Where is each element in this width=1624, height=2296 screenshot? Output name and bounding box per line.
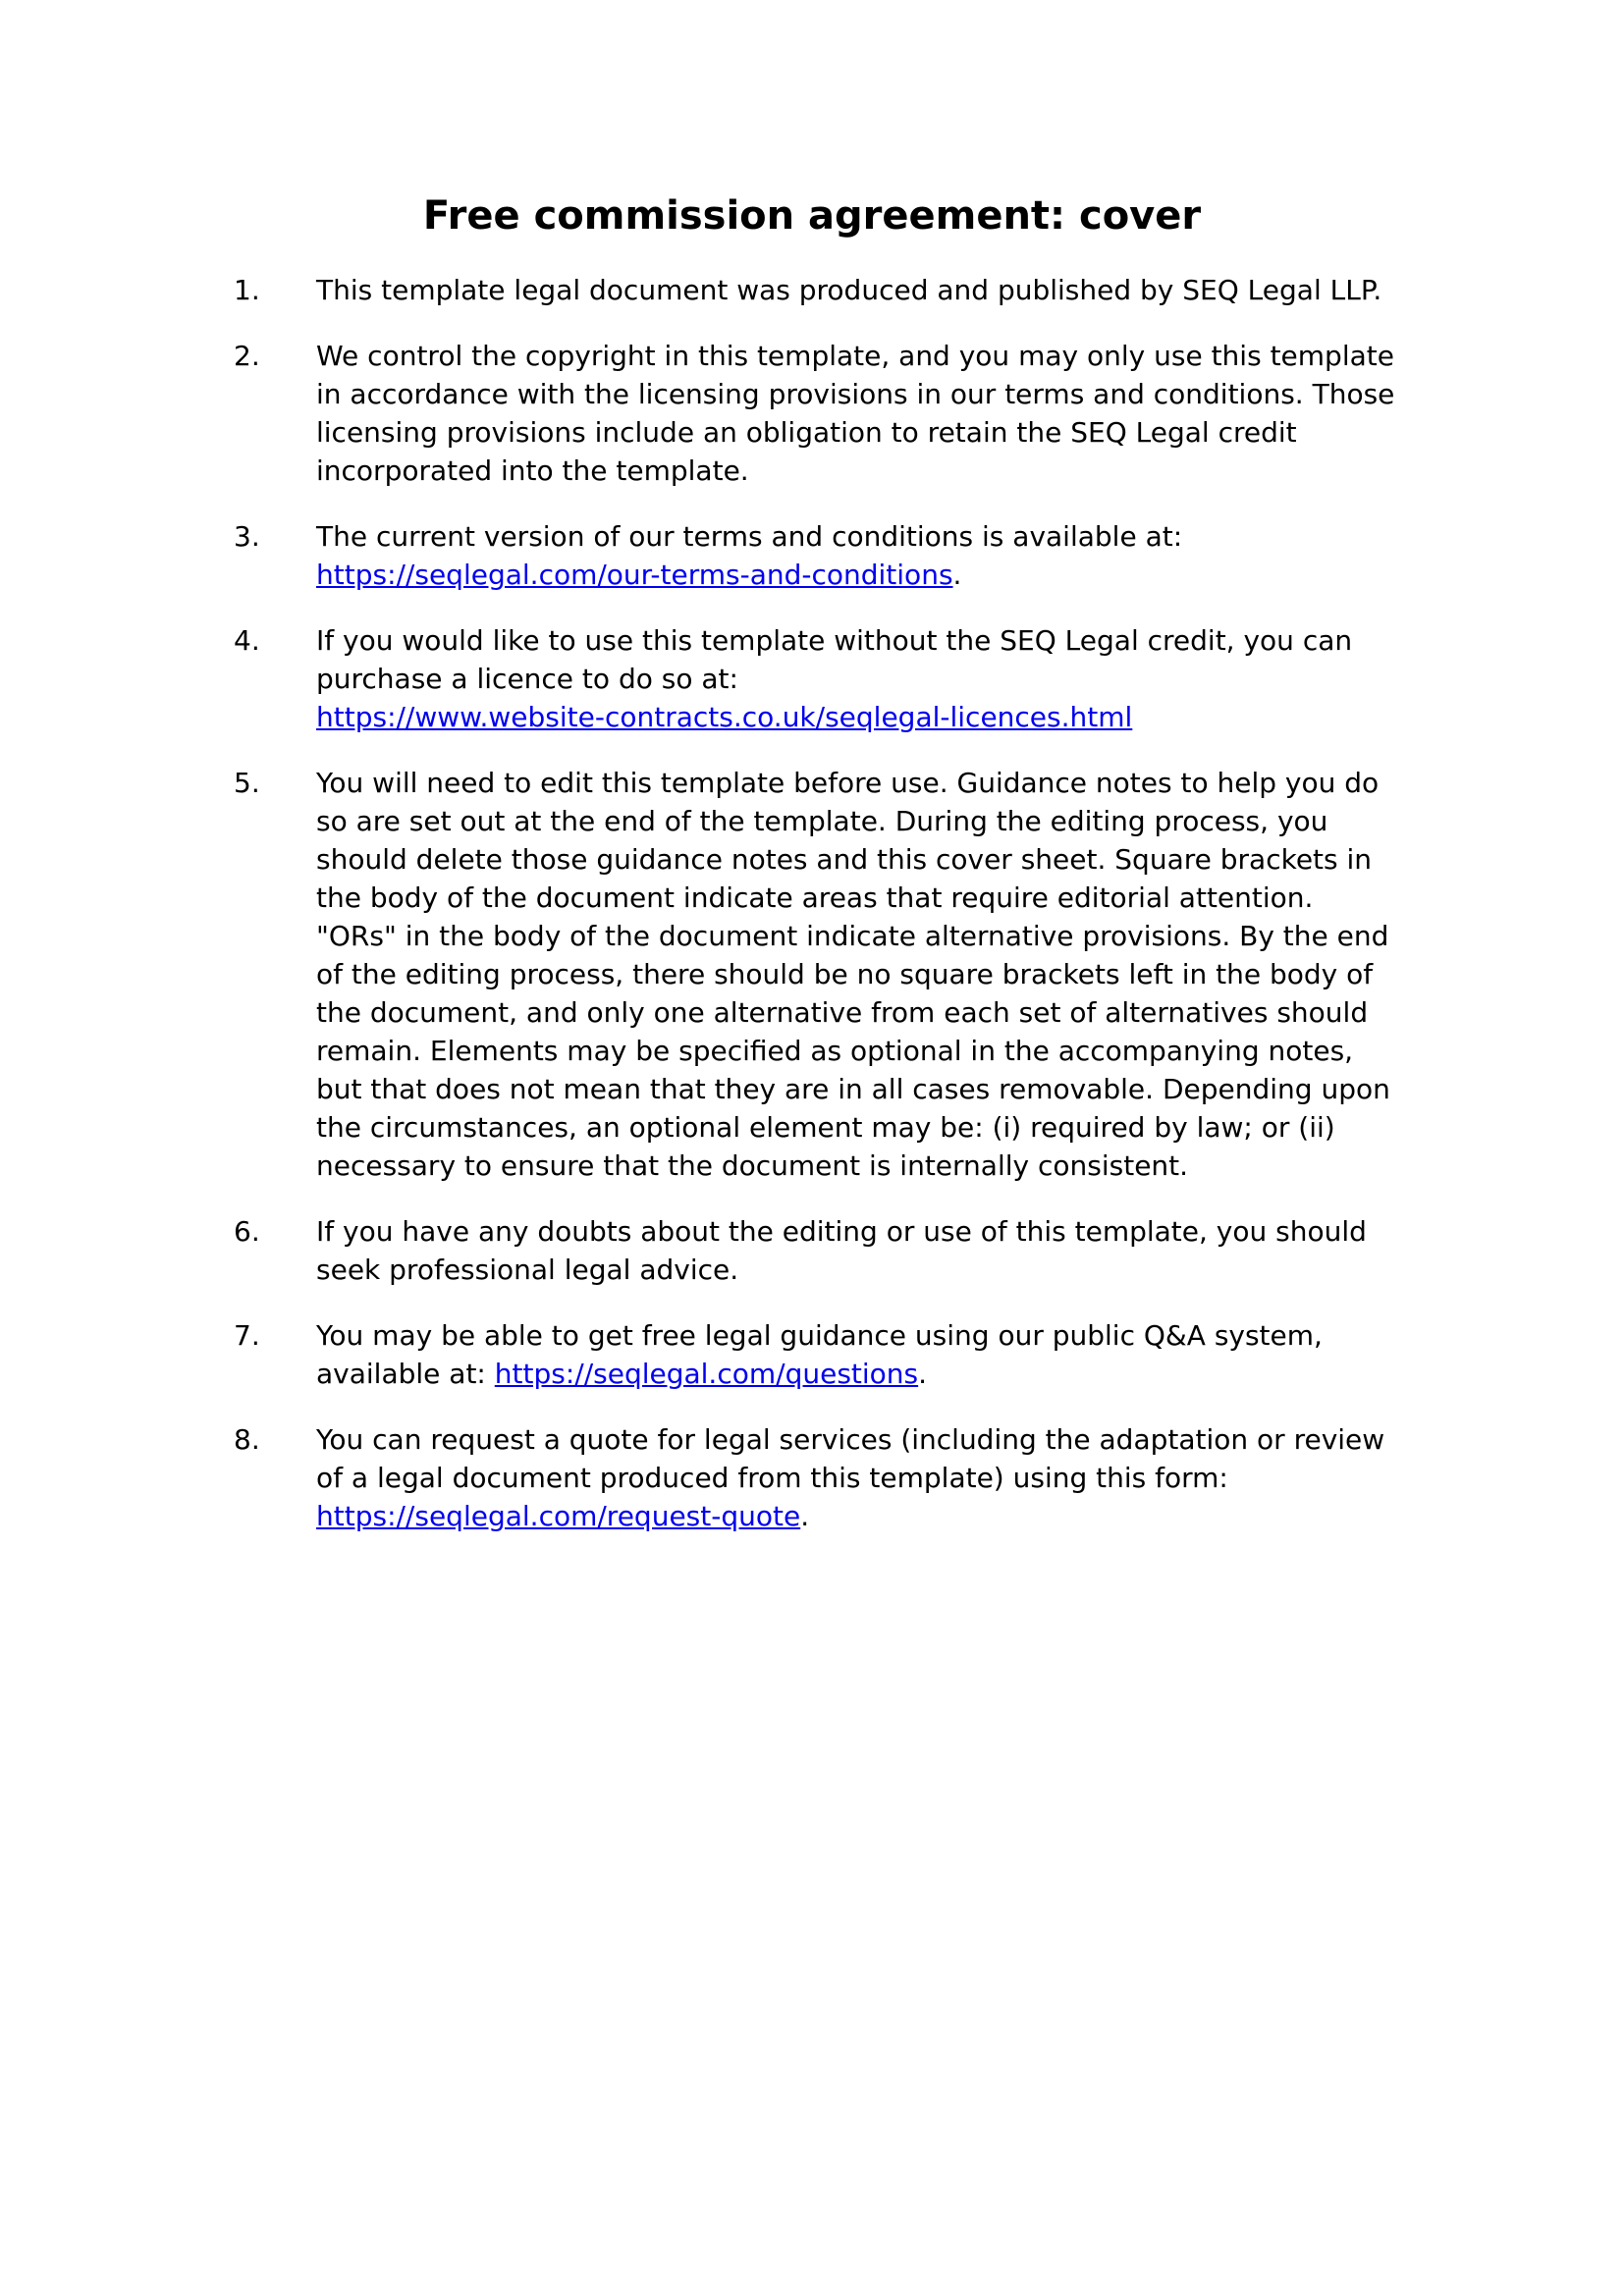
item-text-line: incorporated into the template. [316,454,749,487]
item-link-line [316,556,1402,594]
item-text-line: necessary to ensure that the document is internally consistent. [316,1149,1189,1182]
item-text-line: remain. Elements may be specified as optional in the accompanying notes, [316,1035,1354,1067]
list-item [234,1316,1402,1393]
item-text-line: We control the copyright in this template, and you may only use this template [316,340,1394,372]
item-text-line: "ORs" in the body of the document indicate alternative provisions. By the end [316,920,1389,952]
item-number: 3. [234,520,260,553]
item-text-line: You can request a quote for legal services (including the adaptation or review [316,1423,1385,1456]
item-text-line: the document, and only one alternative from each set of alternatives should [316,996,1369,1029]
item-text-line: You will need to edit this template before use. Guidance notes to help you do [316,767,1380,799]
item-link-line [316,1497,1402,1535]
item-text-line: If you have any doubts about the editing or use of this template, you should [316,1215,1367,1248]
item-text-line: so are set out at the end of the template. During the editing process, you [316,805,1328,837]
list-item [234,1420,1402,1535]
list-item [234,1212,1402,1289]
item-number: 5. [234,767,260,799]
link-prefix: available at: [316,1358,495,1390]
item-link-line [316,1355,1402,1393]
list-item [234,517,1402,594]
punctuation: . [952,559,962,591]
item-text-line: in accordance with the licensing provisions in our terms and conditions. Those [316,378,1395,410]
item-number: 8. [234,1423,260,1456]
list-item [234,764,1402,1185]
numbered-list [234,271,1402,1563]
licences-link[interactable]: https://www.website-contracts.co.uk/seqlegal-licences.html [316,701,1133,733]
item-number: 4. [234,624,260,657]
item-number: 7. [234,1319,260,1352]
request-quote-link[interactable]: https://seqlegal.com/request-quote [316,1500,801,1532]
document-title: Free commission agreement: cover [422,193,1202,239]
item-text-line: seek professional legal advice. [316,1254,739,1286]
item-text-line: The current version of our terms and conditions is available at: [316,520,1183,553]
item-text-line: should delete those guidance notes and this cover sheet. Square brackets in [316,843,1373,876]
item-text-line: the circumstances, an optional element may be: (i) required by law; or (ii) [316,1111,1335,1144]
questions-link[interactable]: https://seqlegal.com/questions [494,1358,919,1390]
item-text-line: If you would like to use this template without the SEQ Legal credit, you can [316,624,1353,657]
item-number: 6. [234,1215,260,1248]
item-number: 1. [234,274,260,306]
item-number: 2. [234,340,260,372]
terms-and-conditions-link[interactable]: https://seqlegal.com/our-terms-and-conditions [316,559,953,591]
list-item [234,621,1402,736]
item-text-line: but that does not mean that they are in all cases removable. Depending upon [316,1073,1390,1105]
list-item [234,337,1402,490]
list-item [234,271,1402,309]
item-text-line: of a legal document produced from this template) using this form: [316,1462,1228,1494]
punctuation: . [800,1500,810,1532]
item-link-line [316,698,1402,736]
item-text-line: You may be able to get free legal guidance using our public Q&A system, [316,1319,1323,1352]
item-text-line: the body of the document indicate areas that require editorial attention. [316,881,1314,914]
punctuation: . [918,1358,928,1390]
item-text-line: purchase a licence to do so at: [316,663,738,695]
item-text-line: of the editing process, there should be no square brackets left in the body of [316,958,1374,990]
item-text-line: This template legal document was produced and published by SEQ Legal LLP. [316,274,1382,306]
item-text-line: licensing provisions include an obligation to retain the SEQ Legal credit [316,416,1297,449]
